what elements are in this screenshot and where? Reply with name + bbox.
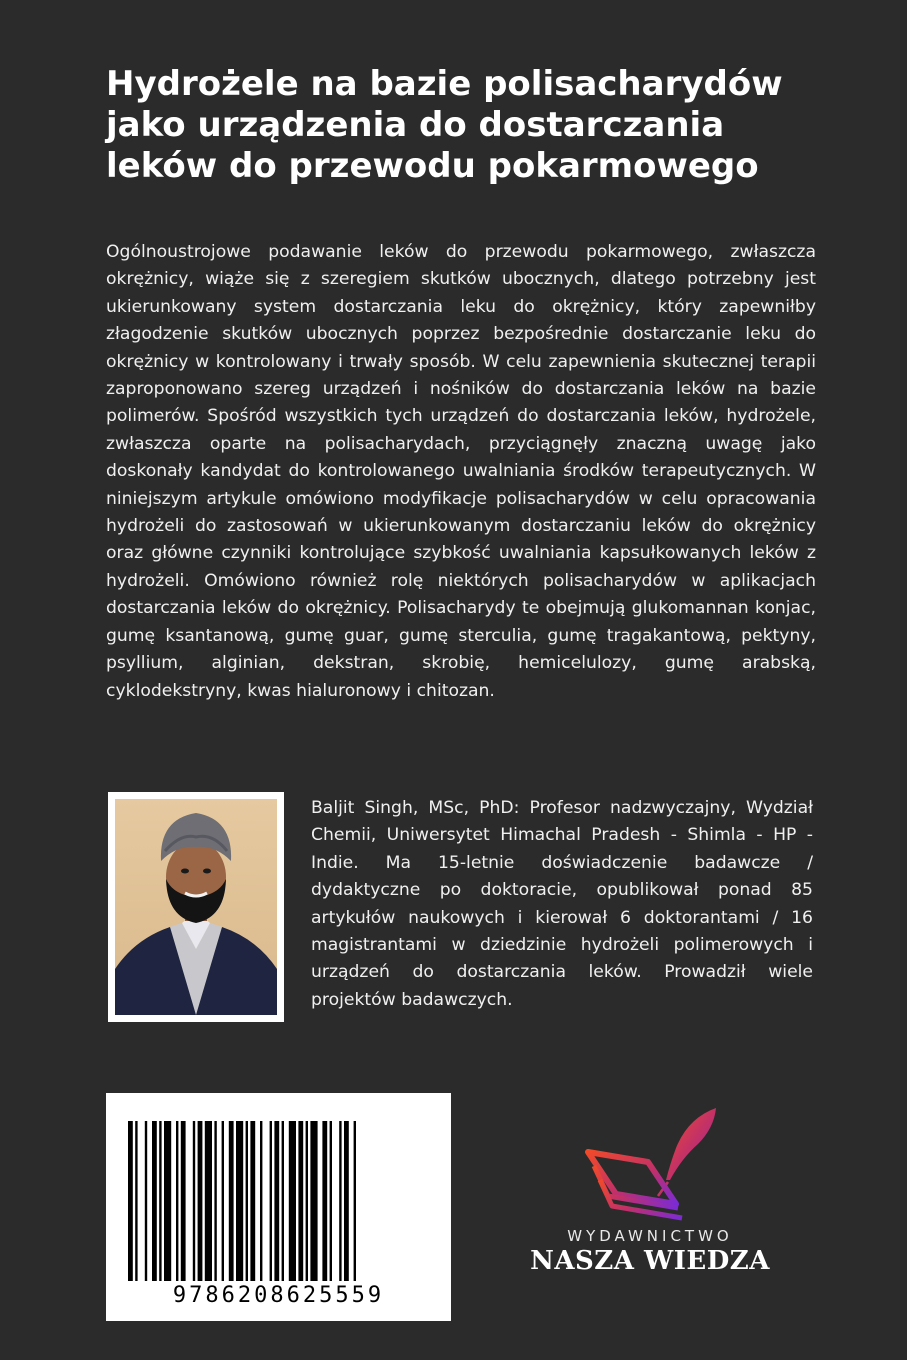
barcode-bars xyxy=(106,1093,451,1283)
isbn-barcode xyxy=(106,1093,451,1321)
barcode-bar xyxy=(152,1121,157,1281)
publisher-name: NASZA WIEDZA xyxy=(530,1246,770,1276)
publisher-logo-icon xyxy=(578,1100,728,1225)
barcode-bar xyxy=(198,1121,203,1281)
barcode-bar xyxy=(181,1121,186,1281)
publisher-label: WYDAWNICTWO xyxy=(567,1227,733,1245)
isbn-number: 9786208625559 xyxy=(172,1283,385,1308)
barcode-bar xyxy=(135,1121,137,1281)
barcode-bar xyxy=(260,1121,262,1281)
barcode-bar xyxy=(193,1121,195,1281)
barcode-bar xyxy=(246,1121,248,1281)
barcode-bar xyxy=(205,1121,212,1281)
barcode-bar xyxy=(298,1121,303,1281)
barcode-bar xyxy=(344,1121,349,1281)
barcode-bar xyxy=(330,1121,332,1281)
barcode-bar xyxy=(250,1121,255,1281)
barcode-bar xyxy=(354,1121,356,1281)
barcode-bar xyxy=(229,1121,234,1281)
book-title: Hydrożele na bazie polisacharydów jako urządzenia do dostarczania leków do przewodu pokarmowego xyxy=(106,64,783,186)
barcode-bar xyxy=(310,1121,317,1281)
barcode-bar xyxy=(270,1121,272,1281)
author-portrait-image xyxy=(115,799,277,1015)
barcode-bar xyxy=(159,1121,161,1281)
barcode-bar xyxy=(339,1121,341,1281)
barcode-bar xyxy=(322,1121,327,1281)
barcode-bar xyxy=(164,1121,171,1281)
book-abstract: Ogólnoustrojowe podawanie leków do przewodu pokarmowego, zwłaszcza okrężnicy, wiąże się z szeregiem skutków ubocznych, dlatego potrzebny jest ukierunkowany system dostarczania leku do okrężnicy, który zapewniłby złagodzenie skutków ubocznych poprzez bezpośrednie dostarczanie leku do okrężnicy w kontrolowany i trwały sposób. W celu zapewnienia skutecznej terapii zaproponowano szereg urządzeń i nośników do dostarczania leków na bazie polimerów. Spośród wszystkich tych urządzeń do dostarczania leków, hydrożele, zwłaszcza oparte na polisacharydach, przyciągnęły znaczną uwagę jako doskonały kandydat do kontrolowanego uwalniania środków terapeutycznych. W niniejszym artykule omówiono modyfikacje polisacharydów w celu opracowania hydrożeli do zastosowań w ukierunkowanym dostarczaniu leków do okrężnicy oraz główne czynniki kontrolujące szybkość uwalniania kapsułkowanych leków z hydrożeli. Omówiono również rolę niektórych polisacharydów w aplikacjach dostarczania leków do okrężnicy. Polisacharydy te obejmują glukomannan konjac, gumę ksantanową, gumę guar, gumę sterculia, gumę tragakantową, pektyny, psyllium, alginian, dekstran, skrobię, hemicelulozy, gumę arabską, cyklodekstryny, kwas hialuronowy i chitozan. xyxy=(106,242,816,701)
barcode-bar xyxy=(222,1121,224,1281)
barcode-bar xyxy=(214,1121,216,1281)
barcode-bar xyxy=(128,1121,133,1281)
barcode-bar xyxy=(306,1121,308,1281)
barcode-bar xyxy=(282,1121,284,1281)
author-bio: Baljit Singh, MSc, PhD: Profesor nadzwyczajny, Wydział Chemii, Uniwersytet Himachal Pradesh - Shimla - HP - Indie. Ma 15-letnie doświadczenie badawcze / dydaktyczne po doktoracie, opublikował ponad 85 artykułów naukowych i kierował 6 doktorantami / 16 magistrantami w dziedzinie hydrożeli polimerowych i urządzeń do dostarczania leków. Prowadził wiele projektów badawczych. xyxy=(311,798,813,1010)
barcode-bar xyxy=(176,1121,178,1281)
barcode-bar xyxy=(145,1121,147,1281)
barcode-bar xyxy=(274,1121,279,1281)
barcode-bar xyxy=(236,1121,243,1281)
author-photo xyxy=(108,792,284,1022)
barcode-bar xyxy=(289,1121,296,1281)
